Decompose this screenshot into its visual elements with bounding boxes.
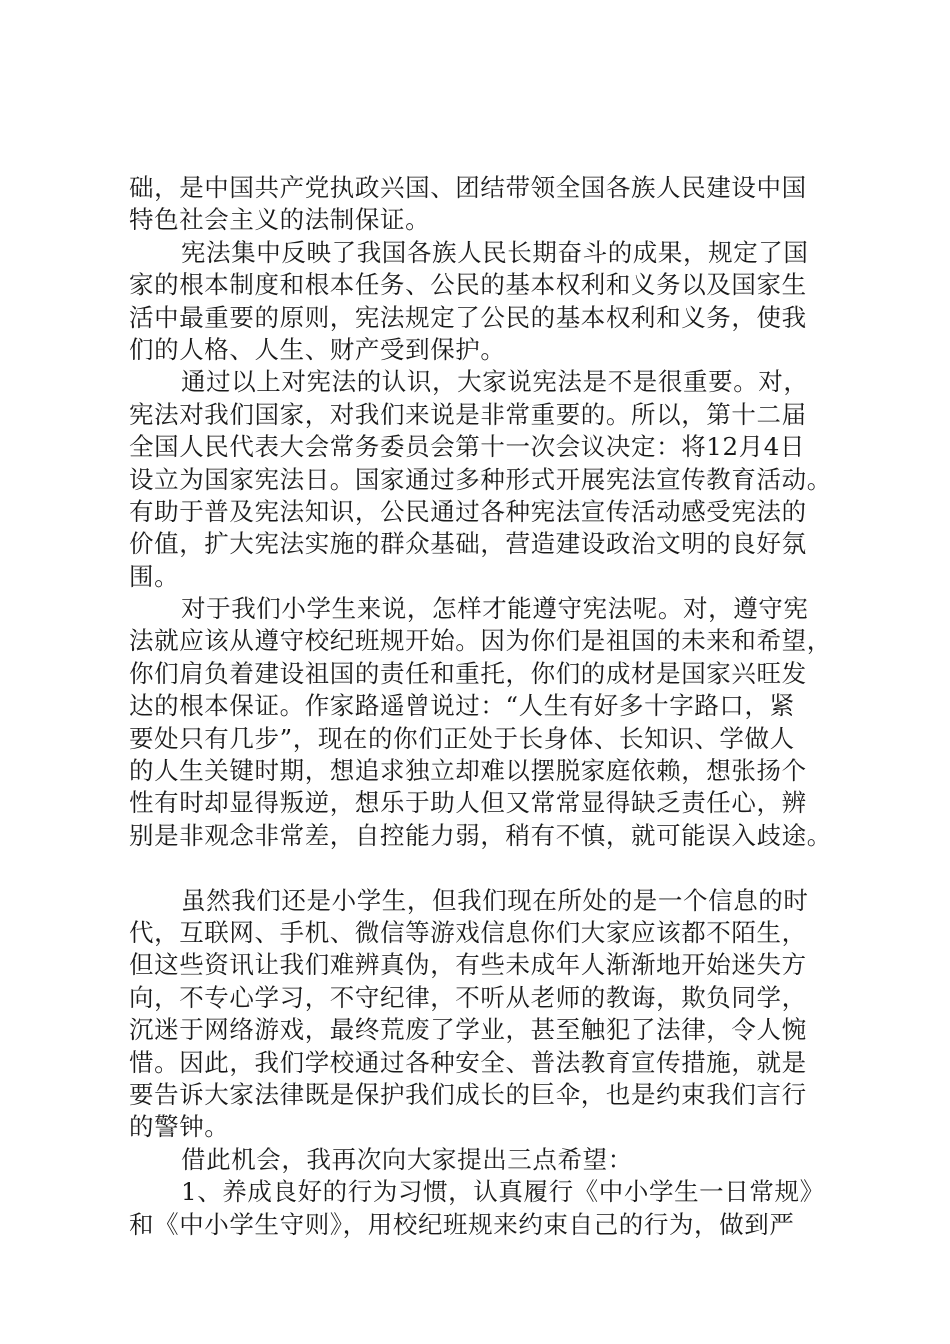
paragraph-line: 价值，扩大宪法实施的群众基础，营造建设政治文明的良好氛 [129, 529, 807, 559]
paragraph-first-line: 虽然我们还是小学生，但我们现在所处的是一个信息的时 [181, 885, 809, 915]
paragraph-first-line: 宪法集中反映了我国各族人民长期奋斗的成果，规定了国 [181, 237, 809, 267]
paragraph-line: 设立为国家宪法日。国家通过多种形式开展宪法宣传教育活动。 [129, 464, 832, 494]
paragraph-line: 有助于普及宪法知识，公民通过各种宪法宣传活动感受宪法的 [129, 496, 807, 526]
paragraph-first-line: 通过以上对宪法的认识，大家说宪法是不是很重要。对， [181, 367, 809, 397]
paragraph-line: 的警钟。 [129, 1112, 230, 1142]
paragraph-line: 全国人民代表大会常务委员会第十一次会议决定：将12月4日 [129, 432, 806, 462]
paragraph-line: 们的人格、人生、财产受到保护。 [129, 334, 506, 364]
document-body [129, 172, 849, 1241]
paragraph-line: 惜。因此，我们学校通过各种安全、普法教育宣传措施，就是 [129, 1047, 807, 1077]
paragraph-line: 达的根本保证。作家路遥曾说过：“人生有好多十字路口，紧 [129, 691, 795, 721]
paragraph-line: 别是非观念非常差，自控能力弱，稍有不慎，就可能误入歧途。 [129, 820, 832, 850]
paragraph-line: 特色社会主义的法制保证。 [129, 205, 431, 235]
paragraph-line: 性有时却显得叛逆，想乐于助人但又常常显得缺乏责任心，辨 [129, 788, 807, 818]
paragraph-line: 沉迷于网络游戏，最终荒废了学业，甚至触犯了法律，令人惋 [129, 1015, 807, 1045]
paragraph-line: 你们肩负着建设祖国的责任和重托，你们的成材是国家兴旺发 [129, 658, 807, 688]
blank-line [129, 852, 849, 884]
paragraph-line: 代，互联网、手机、微信等游戏信息你们大家应该都不陌生， [129, 917, 807, 947]
paragraph-line: 家的根本制度和根本任务、公民的基本权利和义务以及国家生 [129, 270, 807, 300]
paragraph-first-line: 对于我们小学生来说，怎样才能遵守宪法呢。对，遵守宪 [181, 594, 809, 624]
paragraph-line: 础，是中国共产党执政兴国、团结带领全国各族人民建设中国 [129, 173, 807, 202]
paragraph-line: 活中最重要的原则，宪法规定了公民的基本权利和义务，使我 [129, 302, 807, 332]
paragraph-first-line: 1、养成良好的行为习惯，认真履行《中小学生一日常规》 [181, 1177, 825, 1207]
paragraph-line: 的人生关键时期，想追求独立却难以摆脱家庭依赖，想张扬个 [129, 756, 807, 786]
paragraph-line: 向，不专心学习，不守纪律，不听从老师的教诲，欺负同学， [129, 982, 807, 1012]
paragraph-line: 法就应该从遵守校纪班规开始。因为你们是祖国的未来和希望， [129, 626, 832, 656]
paragraph-line: 但这些资讯让我们难辨真伪，有些未成年人渐渐地开始迷失方 [129, 950, 807, 980]
paragraph-line: 和《中小学生守则》，用校纪班规来约束自己的行为，做到严 [129, 1209, 795, 1239]
paragraph-first-line: 借此机会，我再次向大家提出三点希望： [181, 1144, 633, 1174]
paragraph-line: 要告诉大家法律既是保护我们成长的巨伞，也是约束我们言行 [129, 1079, 807, 1109]
paragraph-line: 要处只有几步”，现在的你们正处于长身体、长知识、学做人 [129, 723, 795, 753]
paragraph-line: 宪法对我们国家，对我们来说是非常重要的。所以，第十二届 [129, 399, 807, 429]
paragraph-line: 围。 [129, 561, 180, 591]
